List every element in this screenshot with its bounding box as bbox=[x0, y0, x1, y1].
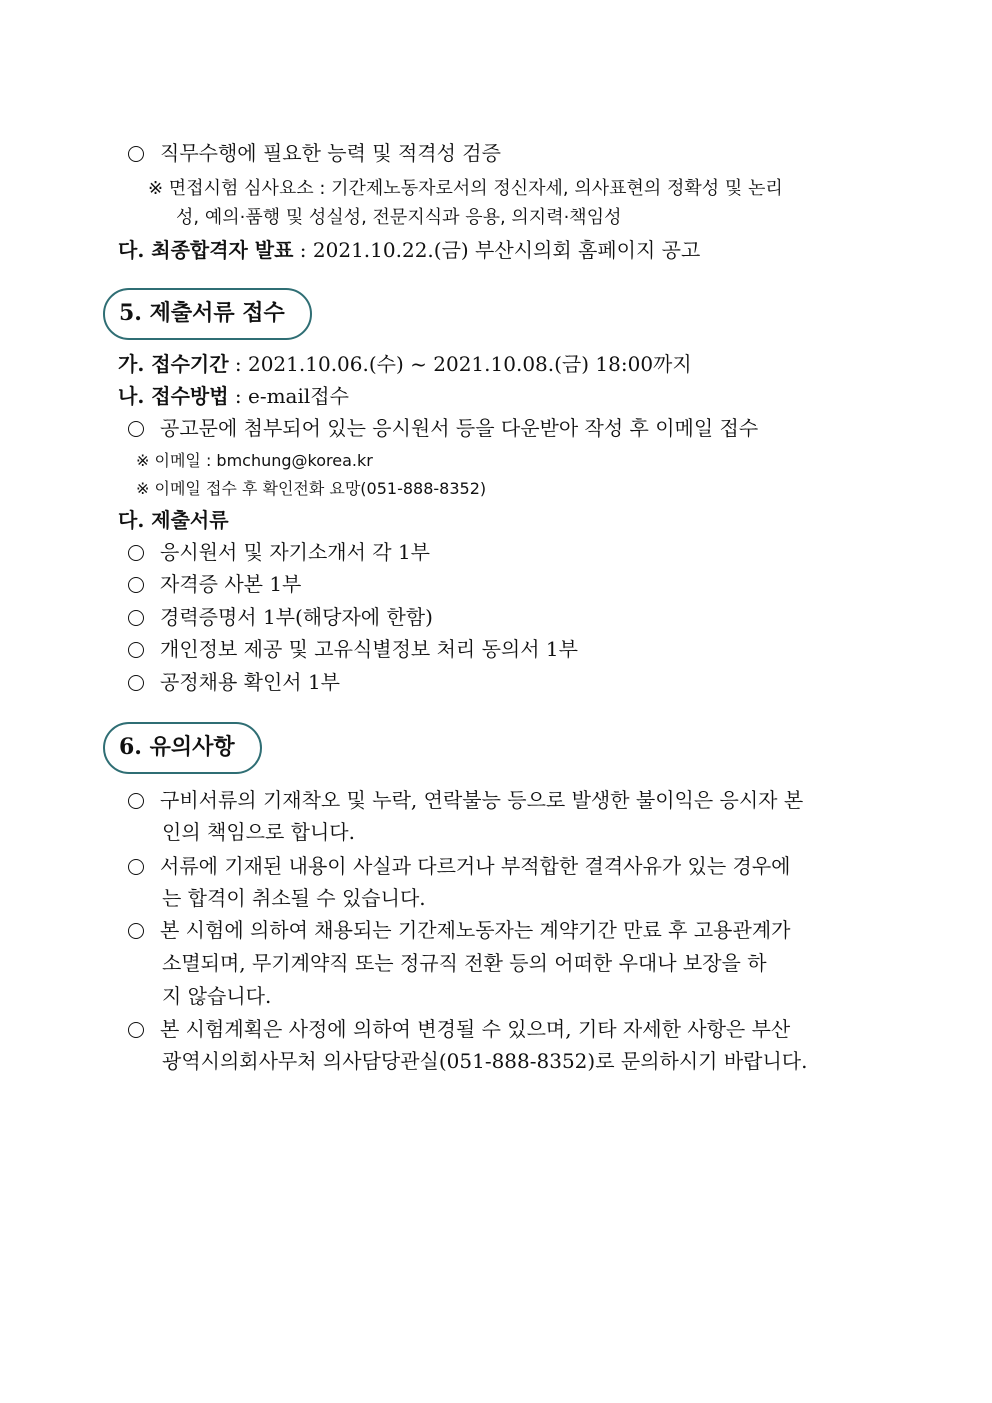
circle-bullet-icon bbox=[128, 642, 144, 658]
list-item-text: 공고문에 첨부되어 있는 응시원서 등을 다운받아 작성 후 이메일 접수 bbox=[160, 416, 759, 440]
circle-bullet-icon bbox=[128, 146, 144, 162]
docs-label-text: 다. 제출서류 bbox=[118, 508, 229, 532]
list-item-continuation: 는 합격이 취소될 수 있습니다. bbox=[162, 886, 426, 910]
period-text: : 2021.10.06.(수) ~ 2021.10.08.(금) 18:00까지 bbox=[228, 352, 692, 376]
period-label: 가. 접수기간 bbox=[118, 352, 229, 376]
list-item bbox=[128, 668, 340, 696]
email-note: ※ 이메일 : bmchung@korea.kr bbox=[136, 451, 373, 470]
list-item-continuation: 인의 책임으로 합니다. bbox=[162, 820, 355, 844]
method-text: : e-mail접수 bbox=[228, 384, 349, 408]
circle-bullet-icon bbox=[128, 1022, 144, 1038]
method-row bbox=[118, 382, 349, 410]
final-announcement bbox=[118, 236, 700, 264]
final-text: : 2021.10.22.(금) 부산시의회 홈페이지 공고 bbox=[293, 238, 701, 262]
list-item-text: 서류에 기재된 내용이 사실과 다르거나 부적합한 결격사유가 있는 경우에 bbox=[160, 854, 791, 878]
list-item bbox=[128, 414, 758, 442]
circle-bullet-icon bbox=[128, 610, 144, 626]
list-item-text: 개인정보 제공 및 고유식별정보 처리 동의서 1부 bbox=[160, 637, 578, 661]
list-item bbox=[128, 538, 430, 566]
section-title: 6. 유의사항 bbox=[103, 722, 262, 774]
note-line: ※ 면접시험 심사요소 : 기간제노동자로서의 정신자세, 의사표현의 정확성 및 논리 bbox=[148, 178, 783, 199]
list-item-continuation: 소멸되며, 무기계약직 또는 정규직 전환 등의 어떠한 우대나 보장을 하 bbox=[162, 951, 767, 975]
list-item-text: 공정채용 확인서 1부 bbox=[160, 670, 340, 694]
list-item bbox=[128, 570, 301, 598]
list-item-text: 본 시험계획은 사정에 의하여 변경될 수 있으며, 기타 자세한 사항은 부산 bbox=[160, 1017, 791, 1041]
circle-bullet-icon bbox=[128, 923, 144, 939]
list-item-continuation: 광역시의회사무처 의사담당관실(051-888-8352)로 문의하시기 바랍니다. bbox=[162, 1049, 808, 1073]
docs-label bbox=[118, 506, 229, 534]
list-item-continuation: 지 않습니다. bbox=[162, 984, 272, 1008]
circle-bullet-icon bbox=[128, 793, 144, 809]
section-title: 5. 제출서류 접수 bbox=[103, 288, 312, 340]
list-item-text: 응시원서 및 자기소개서 각 1부 bbox=[160, 540, 430, 564]
circle-bullet-icon bbox=[128, 859, 144, 875]
list-item-text: 구비서류의 기재착오 및 누락, 연락불능 등으로 발생한 불이익은 응시자 본 bbox=[160, 788, 804, 812]
list-item bbox=[128, 1015, 790, 1043]
list-item-text: 직무수행에 필요한 능력 및 적격성 검증 bbox=[160, 141, 501, 165]
list-item bbox=[128, 603, 433, 631]
list-item-text: 본 시험에 의하여 채용되는 기간제노동자는 계약기간 만료 후 고용관계가 bbox=[160, 918, 791, 942]
list-item bbox=[128, 852, 790, 880]
final-label: 다. 최종합격자 발표 bbox=[118, 238, 294, 262]
list-item bbox=[128, 916, 790, 944]
list-item-text: 자격증 사본 1부 bbox=[160, 572, 302, 596]
circle-bullet-icon bbox=[128, 675, 144, 691]
circle-bullet-icon bbox=[128, 545, 144, 561]
list-item-text: 경력증명서 1부(해당자에 한함) bbox=[160, 605, 433, 629]
note-line: 성, 예의·품행 및 성실성, 전문지식과 응용, 의지력·책임성 bbox=[176, 207, 622, 228]
list-item bbox=[128, 139, 501, 167]
circle-bullet-icon bbox=[128, 577, 144, 593]
list-item bbox=[128, 635, 578, 663]
method-label: 나. 접수방법 bbox=[118, 384, 229, 408]
phone-note: ※ 이메일 접수 후 확인전화 요망(051-888-8352) bbox=[136, 479, 487, 498]
list-item bbox=[128, 786, 898, 814]
circle-bullet-icon bbox=[128, 421, 144, 437]
period-row bbox=[118, 350, 692, 378]
